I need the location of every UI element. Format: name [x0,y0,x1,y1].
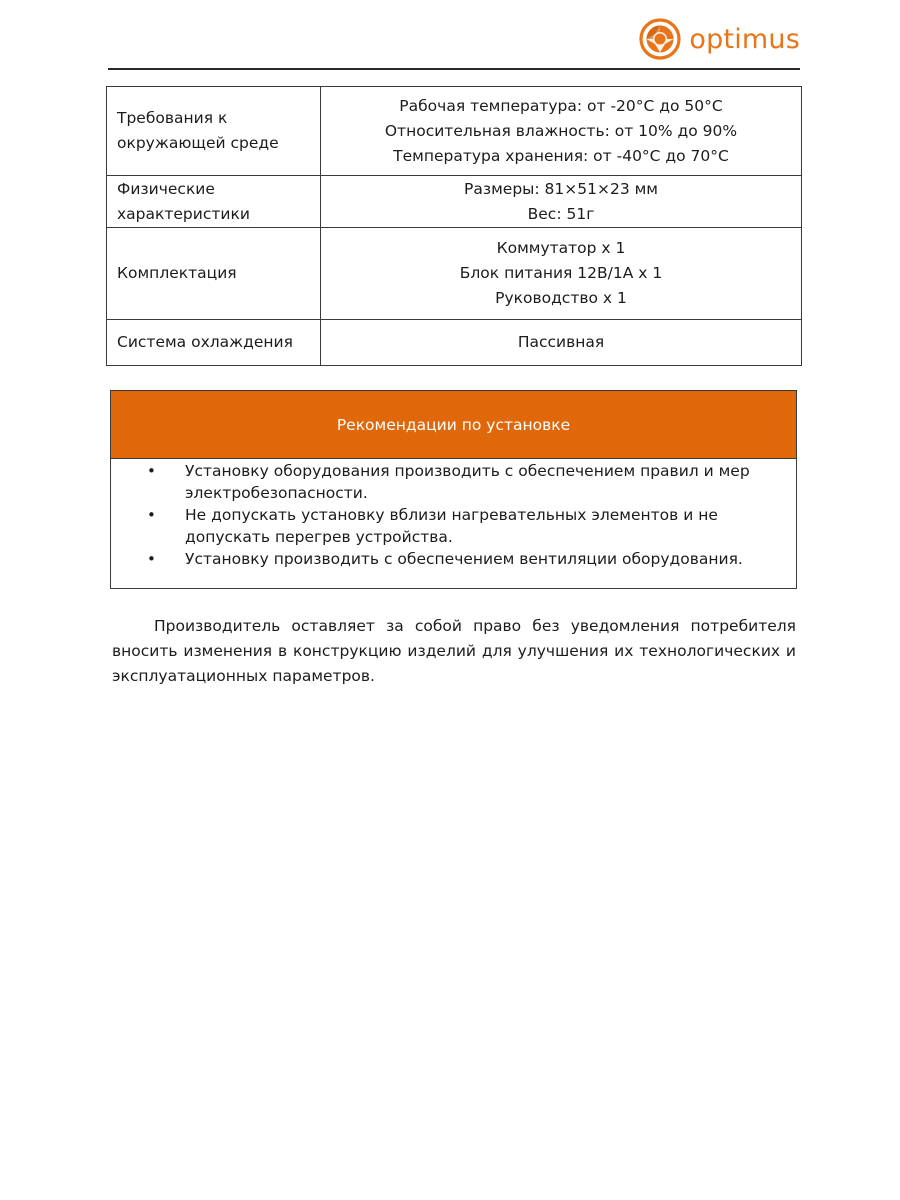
row-value [321,87,802,176]
list-item-text: Не допускать установку вблизи нагревательных элементов и не допускать перегрев устройства. [185,506,718,546]
page-header [108,0,800,70]
value-line: Размеры: 81×51×23 мм [464,179,658,198]
spec-table [106,86,802,366]
row-label: Комплектация [107,228,321,320]
bullet-icon: • [147,550,156,568]
value-line: Относительная влажность: от 10% до 90% [384,121,738,140]
table-row [107,176,802,228]
value-line: Рабочая температура: от -20°C до 50°C [399,96,723,115]
row-label: Система охлаждения [107,320,321,366]
value-line: Коммутатор x 1 [496,239,626,257]
optimus-aperture-logo-icon [638,17,682,61]
recommendations-list [111,460,796,570]
row-value [321,228,802,320]
row-value [321,176,802,228]
logo-text: optimus [689,23,800,55]
recommendations-title: Рекомендации по установке [111,391,796,459]
bullet-icon: • [147,462,156,480]
table-row [107,228,802,320]
value-line: Температура хранения: от -40°C до 70°C [393,146,729,165]
table-row [107,87,802,176]
value-line: Руководство x 1 [495,289,627,307]
list-item [111,504,796,548]
row-value [321,320,802,366]
value-line: Блок питания 12В/1А x 1 [459,264,663,282]
manufacturer-note: Производитель оставляет за собой право без уведомления потребителя вносить изменения в конструкцию изделий для улучшения их технологических и эксплуатационных параметров. [112,617,796,685]
row-label: Требования к окружающей среде [107,87,321,176]
bullet-icon: • [147,506,156,524]
brand-logo [638,16,800,62]
recommendations-box [110,390,797,589]
list-item-text: Установку производить с обеспечением вентиляции оборудования. [185,550,743,568]
table-row [107,320,802,366]
list-item-text: Установку оборудования производить с обеспечением правил и мер электробезопасности. [185,462,750,502]
value-line: Вес: 51г [527,204,595,223]
list-item [111,460,796,504]
list-item [111,548,796,570]
row-label: Физические характеристики [107,176,321,228]
value-line: Пассивная [517,333,605,351]
